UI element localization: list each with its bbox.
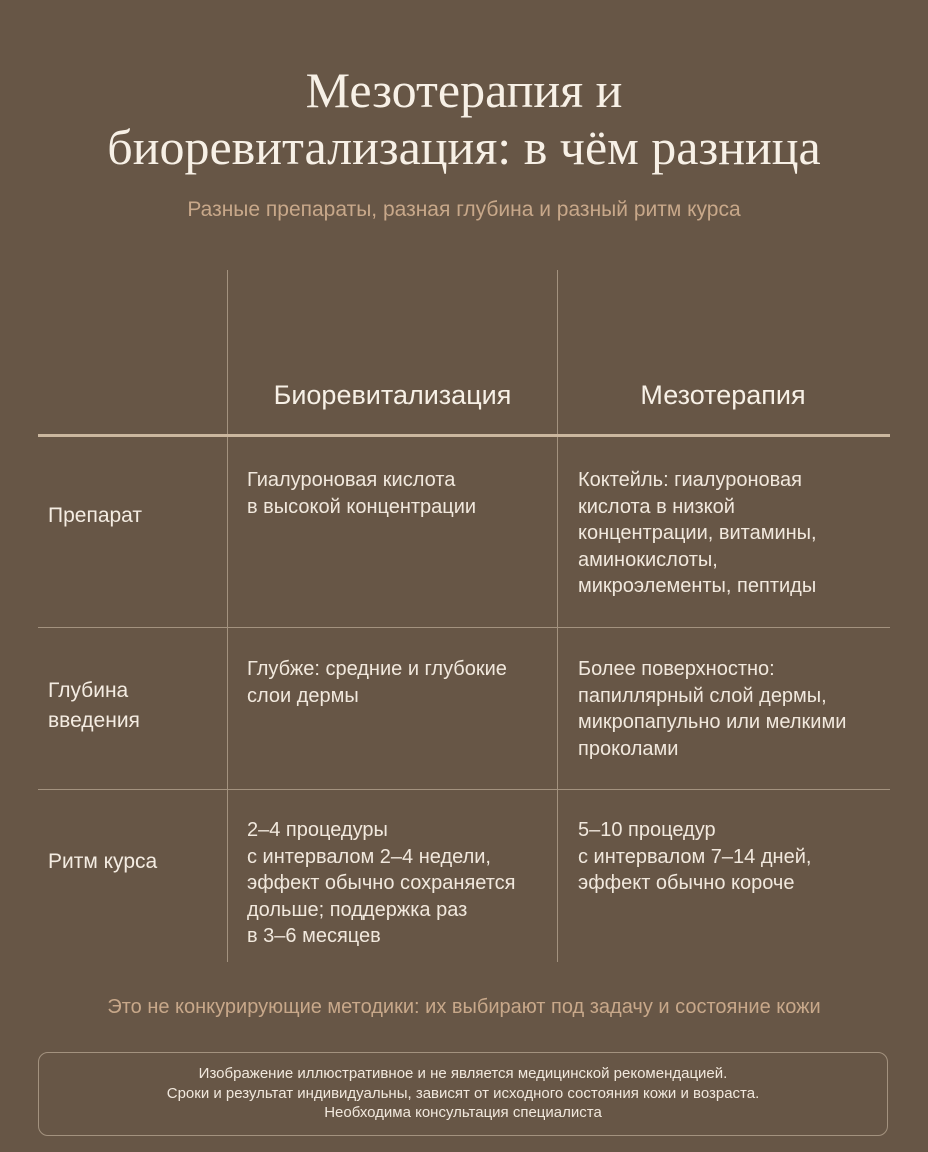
- row-divider-1: [38, 627, 890, 628]
- footnote: Это не конкурирующие методики: их выбирают под задачу и состояние кожи: [107, 996, 821, 1018]
- column-divider-2: [557, 270, 558, 962]
- row-divider-2: [38, 789, 890, 790]
- page-subtitle: Разные препараты, разная глубина и разный ритм курса: [187, 198, 741, 221]
- page-title: [0, 62, 928, 176]
- title-line-1: Мезотерапия и: [305, 62, 623, 118]
- row-label-preparation: Препарат: [48, 504, 143, 527]
- disclaimer-line-1: Изображение иллюстративное и не является медицинской рекомендацией.: [198, 1065, 728, 1082]
- disclaimer-box: [38, 1052, 888, 1136]
- title-line-2: биоревитализация: в чём разница: [107, 119, 821, 175]
- column-header-biorevitalization: Биоревитализация: [273, 380, 512, 410]
- row-label-depth: Глубина введения: [48, 679, 140, 732]
- row-label-course-rhythm: Ритм курса: [48, 850, 158, 873]
- cell-rhythm-mesotherapy: 5–10 процедур с интервалом 7–14 дней, эффект обычно короче: [578, 819, 812, 894]
- cell-depth-biorevitalization: Глубже: средние и глубокие слои дермы: [247, 658, 507, 707]
- cell-preparation-mesotherapy: Коктейль: гиалуроновая кислота в низкой концентрации, витамины, аминокислоты, микроэлементы, пептиды: [578, 469, 817, 597]
- column-header-mesotherapy: Мезотерапия: [640, 380, 806, 410]
- cell-preparation-biorevitalization: Гиалуроновая кислота в высокой концентрации: [247, 469, 477, 518]
- cell-rhythm-biorevitalization: 2–4 процедуры с интервалом 2–4 недели, эффект обычно сохраняется дольше; поддержка раз в 3–6 месяцев: [247, 819, 516, 947]
- header-divider: [38, 434, 890, 437]
- disclaimer-line-3: Необходима консультация специалиста: [324, 1104, 602, 1121]
- disclaimer-line-2: Сроки и результат индивидуальны, зависят от исходного состояния кожи и возраста.: [166, 1084, 760, 1102]
- column-divider-1: [227, 270, 228, 962]
- cell-depth-mesotherapy: Более поверхностно: папиллярный слой дермы, микропапульно или мелкими проколами: [578, 658, 847, 760]
